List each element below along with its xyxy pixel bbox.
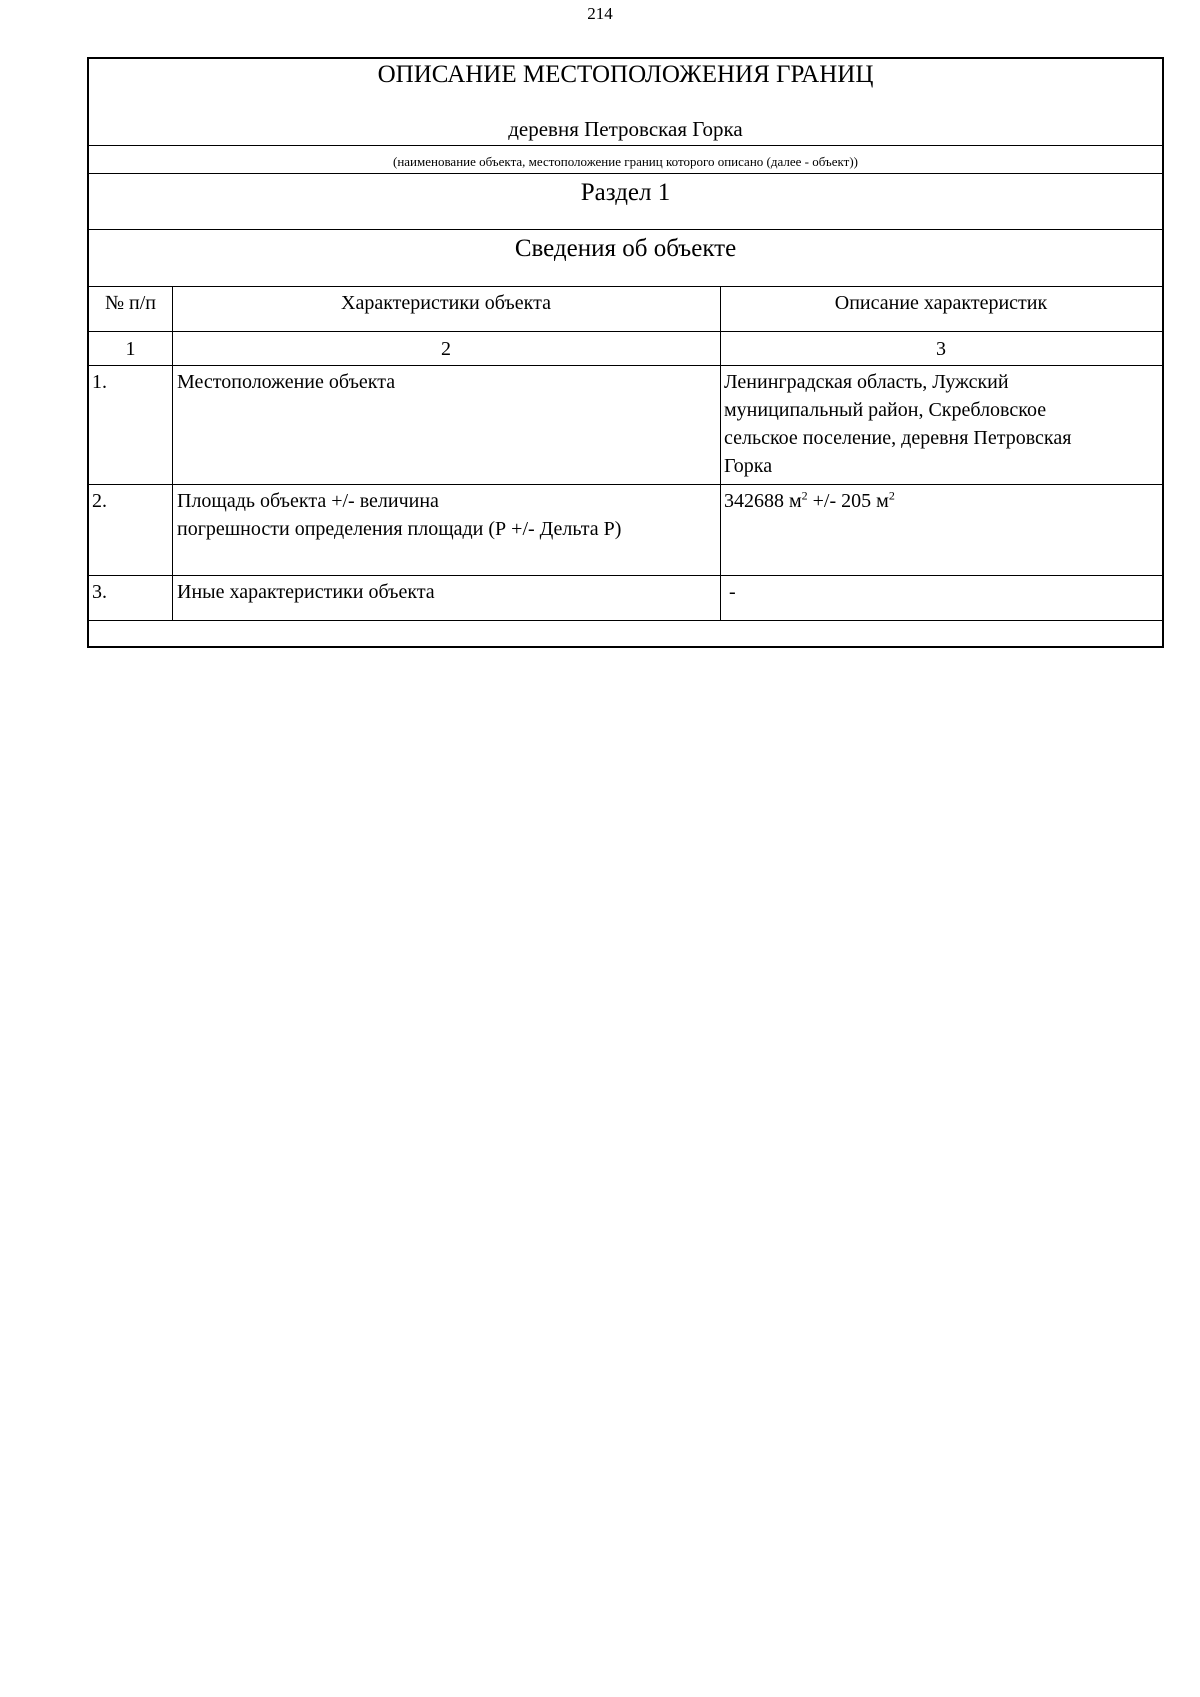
characteristic-area-line: погрешности определения площади (Р +/- Дельта Р) bbox=[177, 518, 622, 540]
description-line: сельское поселение, деревня Петровская bbox=[724, 427, 1072, 449]
area-error: +/- 205 м bbox=[807, 490, 889, 512]
divider bbox=[89, 286, 1162, 287]
divider bbox=[89, 365, 1162, 366]
description-line: Горка bbox=[724, 455, 773, 477]
area-value bbox=[724, 487, 895, 515]
description-line: муниципальный район, Скребловское bbox=[724, 399, 1047, 421]
characteristic-location: Местоположение объекта bbox=[177, 371, 396, 393]
description-line: Ленинградская область, Лужский bbox=[724, 371, 1009, 393]
divider bbox=[89, 145, 1162, 146]
characteristic-area-line: Площадь объекта +/- величина bbox=[177, 490, 439, 512]
document-title: ОПИСАНИЕ МЕСТОПОЛОЖЕНИЯ ГРАНИЦ bbox=[377, 61, 874, 88]
row-number: 2. bbox=[92, 490, 107, 512]
divider bbox=[89, 331, 1162, 332]
divider bbox=[89, 575, 1162, 576]
object-name: деревня Петровская Горка bbox=[508, 117, 743, 141]
column-header-number: № п/п bbox=[104, 292, 157, 314]
boundary-description-form bbox=[87, 57, 1164, 648]
column-number: 3 bbox=[936, 338, 946, 360]
row-number: 1. bbox=[92, 371, 107, 393]
page-number: 214 bbox=[587, 4, 613, 23]
divider bbox=[89, 229, 1162, 230]
characteristic-other: Иные характеристики объекта bbox=[177, 581, 435, 603]
area-number: 342688 м bbox=[724, 490, 802, 512]
divider bbox=[89, 484, 1162, 485]
area-exponent: 2 bbox=[801, 488, 808, 503]
column-number: 2 bbox=[441, 338, 451, 360]
column-header-description: Описание характеристик bbox=[834, 292, 1048, 314]
column-header-characteristic: Характеристики объекта bbox=[341, 292, 551, 314]
column-number: 1 bbox=[125, 338, 136, 360]
row-number: 3. bbox=[92, 581, 107, 603]
divider bbox=[89, 620, 1162, 621]
object-caption: (наименование объекта, местоположение границ которого описано (далее - объект)) bbox=[393, 154, 858, 169]
area-error-exponent: 2 bbox=[888, 488, 895, 503]
section-title: Сведения об объекте bbox=[514, 235, 737, 262]
description-other: - bbox=[729, 581, 736, 603]
section-number: Раздел 1 bbox=[580, 179, 671, 206]
divider bbox=[89, 173, 1162, 174]
